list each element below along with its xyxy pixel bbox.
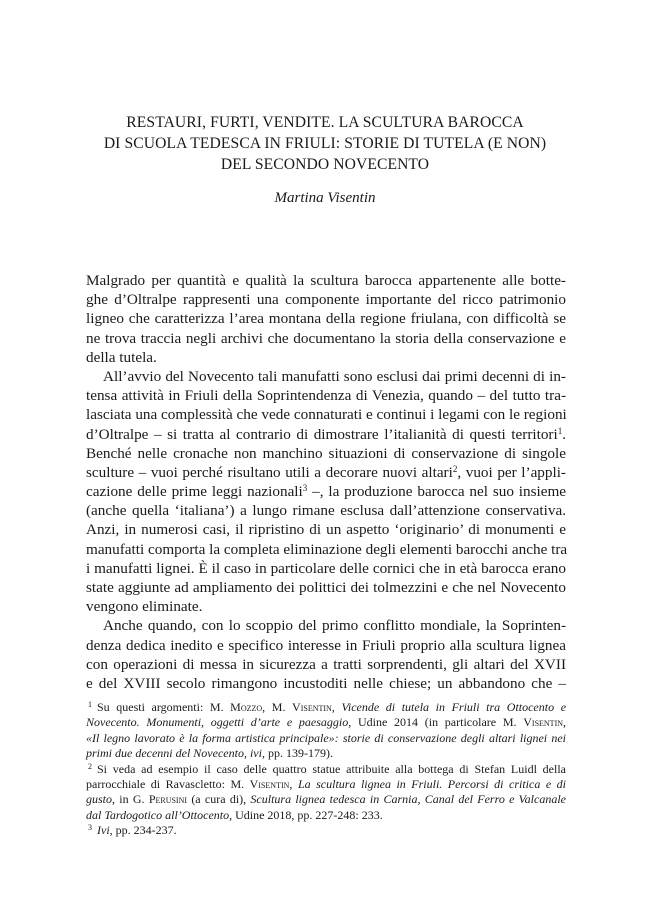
body-line: denza dedica inedito e specifico interesse in Friuli proprio alla scultura lignea (86, 636, 566, 654)
footnote-author: Visentin (523, 715, 564, 730)
title-line-2: DI SCUOLA TEDESCA IN FRIULI: STORIE DI TUTELA (E NON) (103, 135, 547, 152)
body-text-segment: . (562, 425, 566, 443)
footnote-text: Si veda ad esempio il caso delle quattro statue attribuite alla bottega di Stefan Luidl della (97, 761, 566, 776)
body-line: state aggiunte ad ampliamento dei polittici dei tolmezzini e che nel Novecento (86, 579, 566, 596)
footnote-text: parrocchiale di Ravascletto: M. (86, 776, 250, 791)
footnote-ref-1[interactable]: 1 (557, 425, 563, 436)
body-line: tensa attività in Friuli della Soprintendenza di Venezia, quando – del tutto tra- (86, 387, 566, 405)
footnote-title: La scultura lignea in Friuli. Percorsi di critica e di (297, 776, 567, 791)
footnote-author: Visentin (249, 776, 290, 791)
body-line: Anzi, in numerosi casi, il ripristino di un aspetto ‘originario’ di monumenti e (86, 521, 566, 539)
footnote-text: , (243, 746, 250, 761)
footnote-text: , pp. 234-237. (109, 823, 177, 838)
body-line (86, 482, 566, 501)
body-line: e del XVIII secolo rimangono incustoditi nelle chiese; un abbandono che – (86, 674, 566, 692)
footnote-title: ivi (249, 746, 262, 761)
body-line: ne trova traccia negli archivi che documentano la storia della conservazione e (86, 329, 566, 347)
footnotes (86, 700, 566, 839)
body-line: Benché nelle cronache non manchino situazioni di conservazione di singole (86, 444, 566, 462)
footnote-text: , Udine 2018, pp. 227-248: 233. (229, 807, 383, 822)
footnote-title: Ivi (97, 823, 110, 838)
footnote-title: gusto (86, 792, 113, 807)
title-line-3: DEL SECONDO NOVECENTO (220, 156, 430, 173)
footnote-title: Novecento. Monumenti, oggetti d’arte e paesaggio (86, 715, 349, 730)
body-line: Malgrado per quantità e qualità la scultura barocca appartenente alle botte- (86, 272, 566, 289)
footnote-author: Perusini (148, 792, 188, 807)
footnote-title: Vicende di tutela in Friuli tra Ottocento e (341, 700, 567, 714)
body-text-segment: sculture – vuoi perché risultano utili a decorare nuovi altari (86, 463, 453, 481)
footnote-title: dal Tardogotico all’Ottocento (86, 807, 230, 822)
body-text-segment: –, la produzione barocca nel suo insieme (307, 483, 567, 501)
footnote-text: , (331, 700, 342, 714)
footnote-author: Visentin (292, 700, 332, 714)
body-line: con operazioni di messa in sicurezza a tratti sorprendenti, gli altari del XVII (86, 655, 566, 673)
footnote-ref-2[interactable]: 2 (452, 463, 458, 474)
footnote-text: , M. (262, 700, 293, 714)
article-title (80, 112, 570, 175)
footnote-1-line (86, 731, 566, 746)
footnote-2-line (86, 792, 566, 807)
body-line: vengono eliminate. (86, 598, 203, 616)
body-line: (anche quella ‘italiana’) a lungo rimane esclusa dall’attenzione conservativa. (86, 502, 566, 520)
footnote-title: «Il legno lavorato è la forma artistica principale»: storie di conservazione degli altari lignei nei (86, 730, 566, 745)
footnote-title: Scultura lignea tedesca in Carnia, Canal del Ferro e Valcanale (250, 792, 566, 807)
footnote-3-line (86, 823, 566, 838)
footnote-text: , (563, 715, 567, 730)
footnote-1-line (86, 746, 566, 761)
footnote-ref-3[interactable]: 3 (302, 483, 308, 494)
body-line: All’avvio del Novecento tali manufatti sono esclusi dai primi decenni di in- (103, 367, 566, 385)
footnote-title: primi due decenni del Novecento (86, 746, 244, 761)
footnote-2-line (86, 777, 566, 792)
title-line-1: RESTAURI, FURTI, VENDITE. LA SCULTURA BAROCCA (126, 114, 524, 131)
footnote-author: Mozzo (230, 700, 263, 714)
body-line: i manufatti lignei. È il caso in particolare delle cornici che in età barocca erano (86, 559, 566, 577)
footnote-text: , pp. 139-179). (261, 746, 333, 761)
footnote-text: , Udine 2014 (in particolare M. (348, 715, 524, 730)
body-text-segment: cazione delle prime leggi nazionali (86, 483, 303, 501)
footnote-number: 3 (88, 823, 92, 833)
footnote-2-line (86, 762, 566, 777)
footnote-text: , in G. (112, 792, 149, 807)
body-line: Anche quando, con lo scoppio del primo conflitto mondiale, la Soprinten- (103, 617, 566, 635)
footnote-2-line (86, 808, 566, 823)
footnote-number: 1 (88, 700, 92, 709)
footnote-1-line (86, 700, 566, 715)
body-text-segment: d’Oltralpe – si tratta al contrario di dimostrare l’italianità di questi territori (86, 425, 558, 443)
body-line (86, 425, 566, 444)
body-line: lasciata una complessità che vede connaturati e continui i legami con le regioni (86, 406, 567, 424)
body-text-segment: , vuoi per l’appli- (457, 463, 566, 481)
body-line: ligneo che caratterizza l’area montana della regione friulana, con difficoltà se (86, 310, 566, 328)
footnote-text: (a cura di), (187, 792, 251, 807)
author-name: Martina Visentin (274, 190, 376, 206)
body-line: manufatti comporta la completa eliminazione degli elementi barocchi anche tra (86, 540, 568, 558)
body-text (86, 271, 566, 693)
body-line: ghe d’Oltralpe rappresenti una componente importante del ricco patrimonio (86, 291, 566, 309)
footnote-text: , (289, 776, 298, 791)
footnote-1-line (86, 715, 566, 730)
footnote-text: Su questi argomenti: M. (97, 700, 231, 714)
body-line: della tutela. (86, 348, 157, 366)
footnote-number: 2 (88, 761, 92, 771)
body-line (86, 463, 566, 482)
